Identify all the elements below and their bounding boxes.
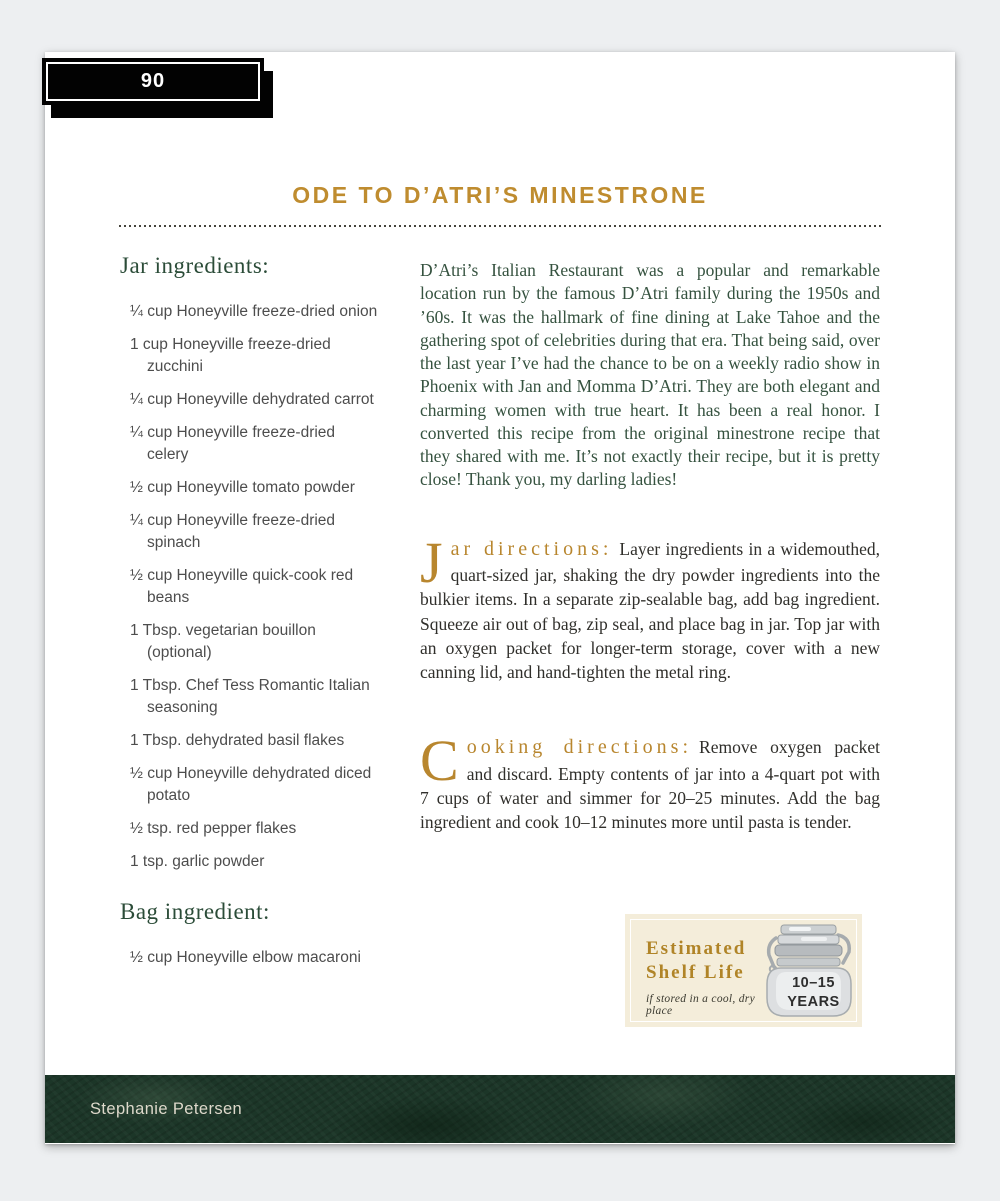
shelf-life-box [625,914,862,1027]
jar-ingredients-heading: Jar ingredients: [120,253,270,278]
recipe-body-column [420,253,880,1027]
ingredient-item: ½ cup Honeyville quick-cook red beans [130,567,354,606]
cooking-directions-dropcap: C [420,727,459,793]
book-page [45,52,955,1144]
cooking-directions-paragraph [420,727,880,834]
ingredient-item: ¼ cup Honeyville dehydrated carrot [130,391,374,408]
ingredient-item: 1 Tbsp. vegetarian bouillon (optional) [130,622,316,661]
page-number-tab [42,58,264,105]
ingredient-item: ½ cup Honeyville elbow macaroni [130,949,361,966]
intro-paragraph: D’Atri’s Italian Restaurant was a popular and remarkable location run by the famous D’Atri family during the 1950s and ’60s. It was the hallmark of fine dining at Lake Tahoe and the gathering spot of celebrities during that era. That being said, over the last year I’ve had the chance to be on a weekly radio show in Phoenix with Jan and Momma D’Atri. They are both elegant and charming women with true heart. It has been a real honor. I converted this recipe from the original minestrone recipe that they shared with me. It’s not exactly their recipe, but it is pretty close! Thank you, my darling ladies! [420,260,880,490]
shelf-life-text [625,914,759,1027]
ingredient-item: ½ tsp. red pepper flakes [130,820,297,837]
ingredient-item: ¼ cup Honeyville freeze-dried onion [130,303,378,320]
footer-author: Stephanie Petersen [90,1099,243,1118]
ingredient-item: 1 Tbsp. dehydrated basil flakes [130,732,345,749]
footer-band [45,1075,955,1143]
bag-ingredient-heading: Bag ingredient: [120,899,270,924]
jar-ingredients-list [130,301,378,873]
jar-directions-body: Layer ingredients in a widemouthed, quart-sized jar, shaking the dry powder ingredients into the bulkier items. In a separate zip-sealable bag, add bag ingredient. Squeeze air out of bag, zip seal, and place bag in jar. Top jar with an oxygen packet for longer-term storage, cover with a new canning lid, and hand-tighten the metal ring. [420,538,880,682]
recipe-title: ODE TO D’ATRI’S MINESTRONE [292,182,708,208]
shelf-life-years-range: 10–15 [792,974,835,991]
ingredients-column [120,253,378,1027]
shelf-life-title [646,937,759,985]
page-number: 90 [140,70,166,92]
ingredient-item: ¼ cup Honeyville freeze-dried spinach [130,512,336,551]
ingredient-item: 1 cup Honeyville freeze-dried zucchini [130,336,331,375]
jar-directions-heading: ar directions: [450,537,613,560]
canning-jar-icon [759,922,856,1019]
shelf-life-note: if stored in a cool, dry place [646,993,755,1018]
ingredient-item: ¼ cup Honeyville freeze-dried celery [130,424,336,463]
shelf-life-years [773,974,854,1012]
content-columns [120,253,880,1027]
jar-directions-paragraph [420,529,880,684]
ingredient-item: ½ cup Honeyville tomato powder [130,479,355,496]
shelf-life-title-line1: Estimated [646,937,747,959]
ingredient-item: 1 tsp. garlic powder [130,853,265,870]
cooking-directions-body: Remove oxygen packet and discard. Empty contents of jar into a 4-quart pot with 7 cups of water and simmer for 20–25 minutes. Add the bag ingredient and cook 10–12 minutes more until pasta is tender. [420,736,880,832]
dotted-rule [119,224,881,227]
jar-directions-dropcap: J [420,529,443,595]
ingredient-item: 1 Tbsp. Chef Tess Romantic Italian seasoning [130,677,370,716]
shelf-life-title-line2: Shelf Life [646,961,745,983]
ingredient-item: ½ cup Honeyville dehydrated diced potato [130,765,372,804]
bag-ingredient-list [130,947,378,969]
shelf-life-years-unit: YEARS [787,993,840,1010]
cooking-directions-heading: ooking directions: [466,735,693,758]
